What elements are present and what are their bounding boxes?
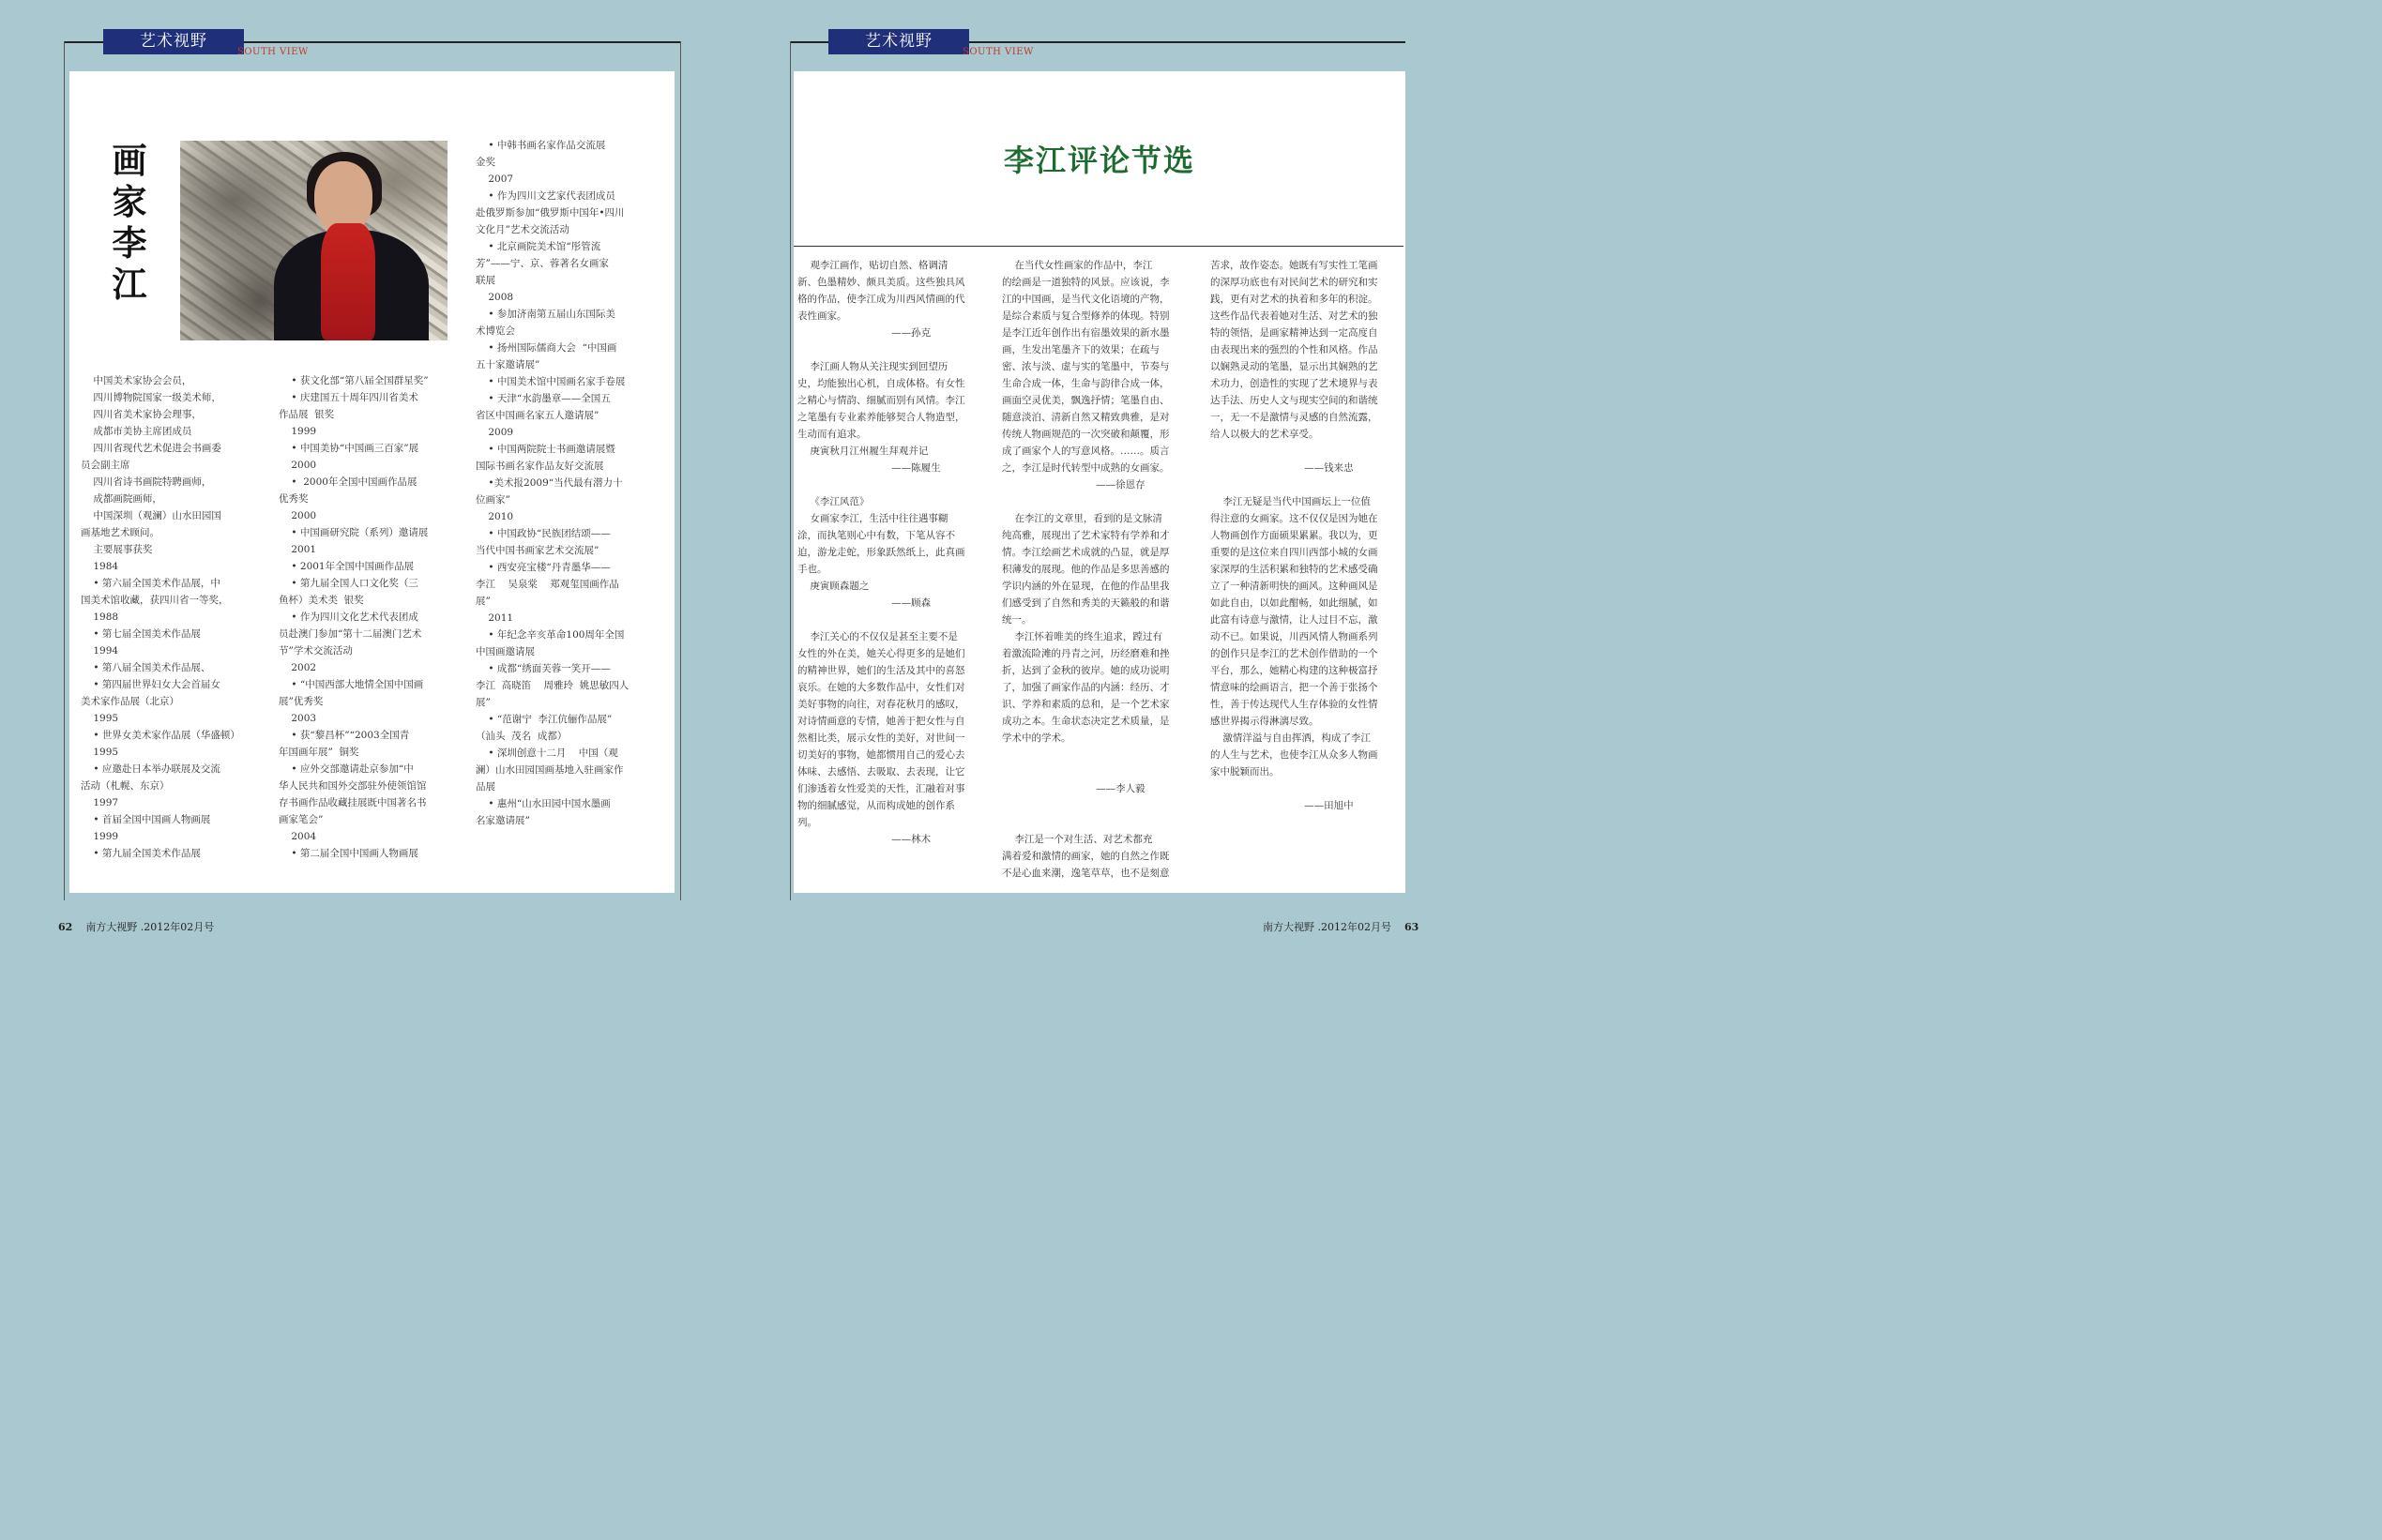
left-footer <box>58 919 214 934</box>
right-footer <box>1263 919 1419 934</box>
bio-column-1: 中国美术家协会会员， 四川博物院国家一级美术师， 四川省美术家协会理事， 成都市美协主席团成员 四川省现代艺术促进会书画委 员会副主席 四川省诗书画院特聘画师， 成都画院画师， 中国深圳（观澜）山水田园国 画基地艺术顾问。 主要展事获奖 1984 • 第六届全国美术作品展，中 国美术馆收藏，获四川省一等奖， 1988 • 第七届全国美术作品展 1994 • 第八届全国美术作品展、 • 第四届世界妇女大会首届女 美术家作品展（北京） 1995 • 世界女美术家作品展（华盛顿） 1995 • 应邀赴日本举办联展及交流 活动（札幌、东京） 1997 • 首届全国中国画人物画展 1999 • 第九届全国美术作品展 <box>81 375 240 859</box>
page-number-left: 62 <box>58 921 73 933</box>
bio-column-2: • 获文化部“第八届全国群星奖” • 庆建国五十周年四川省美术 作品展 银奖 1999 • 中国美协“中国画三百家”展 2000 • 2000年全国中国画作品展 优秀奖 2000 • 中国画研究院（系列）邀请展 2001 • 2001年全国中国画作品展 • 第九届全国人口文化奖（三 鱼杯）美术类 银奖 • 作为四川文化艺术代表团成 员赴澳门参加“第十二届澳门艺术 节”学术交流活动 2002 • “中国西部大地情全国中国画 展”优秀奖 2003 • 获“黎昌杯”“2003全国青 年国画年展” 铜奖 • 应外交部邀请赴京参加“中 华人民共和国外交部驻外使领馆馆 存书画作品收藏挂展既中国著名书 画家笔会” 2004 • 第二届全国中国画人物画展 <box>279 375 429 859</box>
vertical-title: 画 家 李 江 <box>112 141 147 305</box>
artist-photo <box>180 141 448 340</box>
left-border <box>790 41 791 900</box>
review-column-1: 观李江画作，贴切自然、格调清 新、色墨精妙、颇具美质。这些独具风 格的作品，使李江成为川西风情画的代 表性画家。 ——孙克 李江画人物从关注现实到回望历 史，均能独出心机，自成体格。有女性 之精心与情韵、细腻而别有风情。李江 之笔墨有专业素养能够契合人物造型， 生动而有追求。 庚寅秋月江州履生拜观并记 ——陈履生 《李江风范》 女画家李江，生活中往往遇事糊 涂，而执笔则心中有数，下笔从容不 迫，游龙走蛇，形象跃然纸上，此真画 手也。 庚寅顾森题之 ——顾森 李江关心的不仅仅是甚至主要不是 女性的外在美，她关心得更多的是她们 的精神世界，她们的生活及其中的喜怒 哀乐。在她的大多数作品中，女性们对 美好事物的向往，对春花秋月的感叹， 对诗情画意的专情，她善于把女性与自 然相比类，展示女性的美好，对世间一 切美好的事物，她都惯用自己的爱心去 体味、去感悟、去吸取、去表现，让它 们渗透着女性爱美的天性，汇融着对事 物的细腻感觉，从而构成她的创作系 列。 ——林木 <box>797 260 965 845</box>
section-tag: 艺术视野 <box>828 29 969 54</box>
publication-right: 南方大视野 .2012年02月号 <box>1263 921 1391 933</box>
left-border <box>64 41 65 900</box>
left-page <box>0 0 736 951</box>
review-column-3: 苦求，故作姿态。她既有写实性工笔画 的深厚功底也有对民间艺术的研究和实 践，更有对艺术的执着和多年的积淀。 这些作品代表着她对生活、对艺术的独 特的领悟，是画家精神达到一定高度自 由表现出来的强烈的个性和风格。作品 以娴熟灵动的笔墨，显示出其娴熟的艺 术功力，创造性的实现了艺术境界与表 达手法、历史人文与现实空间的和谐统 一，无一不是激情与灵感的自然流露， 给人以极大的艺术享受。 ——钱来忠 李江无疑是当代中国画坛上一位值 得注意的女画家。这不仅仅是因为她在 人物画创作方面硕果累累。我以为，更 重要的是这位来自四川西部小城的女画 家深厚的生活积累和独特的艺术感受确 立了一种清新明快的画风。这种画风是 如此自由，以如此酣畅，如此细腻，如 此富有诗意与激情，让人过目不忘，激 动不已。如果说，川西风情人物画系列 的创作只是李江的艺术创作借助的一个 平台，那么，她精心构建的这种极富抒 情意味的绘画语言，把一个善于张扬个 性，善于传达现代人生存体验的女性情 感世界揭示得淋漓尽致。 激情洋溢与自由挥洒，构成了李江 的人生与艺术，也使李江从众多人物画 家中脱颖而出。 ——田旭中 <box>1210 260 1378 811</box>
south-view-label: SOUTH VIEW <box>237 47 309 57</box>
red-scarf <box>321 223 375 340</box>
south-view-label: SOUTH VIEW <box>963 47 1034 57</box>
review-column-2: 在当代女性画家的作品中，李江 的绘画是一道独特的风景。应该说，李 江的中国画，是当代文化语境的产物， 是综合素质与复合型修养的体现。特别 是李江近年创作出有宿墨效果的新水墨 画，生发出笔墨齐下的效果；在疏与 密、浓与淡、虚与实的笔墨中，节奏与 生命合成一体，生命与韵律合成一体， 画面空灵优美，飘逸抒情；笔墨自由、 随意淡泊、清新自然又精致典雅，是对 传统人物画规范的一次突破和颠覆，形 成了画家个人的写意风格。……。质言 之，李江是时代转型中成熟的女画家。 ——徐恩存 在李江的文章里，看到的是文脉清 纯高雅，展现出了艺术家特有学养和才 情。李江绘画艺术成就的凸显，就是厚 积薄发的展现。他的作品是多思善感的 学识内涵的外在显现，在他的作品里我 们感受到了自然和秀美的天籁般的和谐 统一。 李江怀着唯美的终生追求，蹚过有 着激流险滩的丹青之河，历经磨难和挫 折，达到了金秋的彼岸。她的成功说明 了，加强了画家作品的内涵：经历、才 识、学养和素质的总和，是一个艺术家 成功之本。生命状态决定艺术质量，是 学术中的学术。 ——李人毅 李江是一个对生活、对艺术都充 满着爱和激情的画家，她的自然之作既 不是心血来潮，逸笔草草，也不是刻意 <box>1002 260 1170 879</box>
page-number-right: 63 <box>1403 921 1419 933</box>
figure-face <box>314 161 372 233</box>
bio-column-3: • 中韩书画名家作品交流展 金奖 2007 • 作为四川文艺家代表团成员 赴俄罗斯参加“俄罗斯中国年•四川 文化月”艺术交流活动 • 北京画院美术馆“彤管流 芳”——宁、京、蓉著名女画家 联展 2008 • 参加济南第五届山东国际美 术博览会 • 扬州国际儒商大会 “中国画 五十家邀请展” • 中国美术馆中国画名家手卷展 • 天津“水韵墨章——全国五 省区中国画名家五人邀请展” 2009 • 中国两院院士书画邀请展暨 国际书画名家作品友好交流展 •美术报2009“当代最有潜力十 位画家” 2010 • 中国政协“民族团结颂—— 当代中国书画家艺术交流展” • 西安亮宝楼“丹青墨华—— 李江 吴泉棠 郑观玺国画作品 展” 2011 • 年纪念辛亥革命100周年全国 中国画邀请展 • 成都“绣面芙蓉一笑开—— 李江 高晓笛 周雅玲 姚思敏四人 展” • “范谢宁 李江伉俪作品展” （汕头 茂名 成都） • 深圳创意十二月 中国（观 澜）山水田园国画基地入驻画家作 品展 • 惠州“山水田园中国水墨画 名家邀请展” <box>476 140 630 826</box>
title-divider <box>794 246 1403 247</box>
right-border <box>680 41 681 900</box>
section-tag: 艺术视野 <box>103 29 244 54</box>
article-title: 李江评论节选 <box>1003 143 1195 178</box>
publication-left: 南方大视野 .2012年02月号 <box>85 921 215 933</box>
